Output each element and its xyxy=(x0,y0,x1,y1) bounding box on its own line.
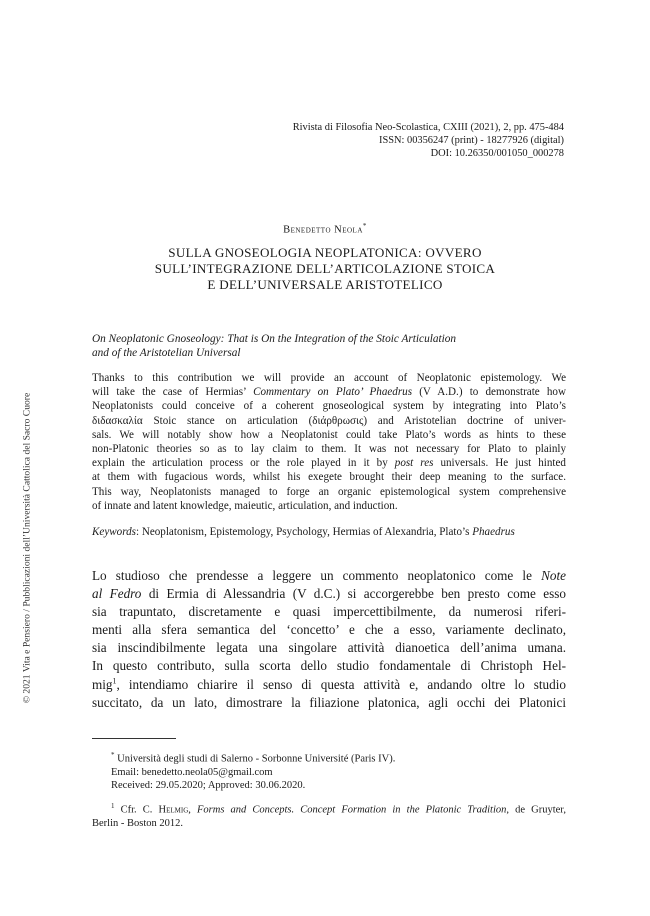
footnote-affiliation xyxy=(92,749,566,766)
abstract-text: (V A.D.) to demonstrate how xyxy=(412,386,566,399)
footnote-marker: 1 xyxy=(111,802,115,811)
author-footnote-marker: * xyxy=(362,222,367,230)
body-line: succitato, da un lato, dimostrare la filiazione platonica, agli occhi dei Platonici xyxy=(92,694,566,710)
keywords xyxy=(92,526,515,538)
footnotes xyxy=(92,749,566,830)
abstract-italic-term: post res xyxy=(394,457,434,470)
body-italic: al Fedro xyxy=(92,586,142,602)
body-line xyxy=(92,676,566,694)
body-line: sia inscindibilmente legata una singolare attività dianoetica dell’anima umana. xyxy=(92,640,566,656)
abstract xyxy=(92,371,566,513)
abstract-line: Neoplatonists could conceive of a coherent gnoseological system by integrating into Plato’s xyxy=(92,400,566,413)
footnote-divider xyxy=(92,738,176,739)
english-title-line: and of the Aristotelian Universal xyxy=(92,347,241,359)
footnote-text: , xyxy=(188,804,198,816)
body-text-span: di Ermia di Alessandria (V d.C.) si accorgerebbe ben presto come esso xyxy=(141,586,566,602)
body-text-span: Lo studioso che prendesse a leggere un commento neoplatonico come le xyxy=(92,568,542,583)
italian-title xyxy=(100,245,550,293)
journal-doi: DOI: 10.26350/001050_000278 xyxy=(430,148,564,160)
body-line: In questo contributo, sulla scorta dello studio fondamentale di Christoph Hel- xyxy=(92,658,566,674)
author-line xyxy=(0,222,650,236)
journal-citation: Rivista di Filosofia Neo-Scolastica, CXIII (2021), 2, pp. 475-484 xyxy=(292,122,564,133)
abstract-line: Thanks to this contribution we will provide an account of Neoplatonic epistemology. We xyxy=(92,372,566,384)
footnote-received: Received: 29.05.2020; Approved: 30.06.2020. xyxy=(111,780,306,792)
italian-title-line: SULL’INTEGRAZIONE DELL’ARTICOLAZIONE STOICA xyxy=(154,261,496,276)
author-name: Benedetto Neola xyxy=(283,224,363,236)
body-text xyxy=(92,567,566,712)
abstract-text: will take the case of Hermias’ xyxy=(92,386,254,399)
body-line: sia trapuntato, discretamente e quasi impercettibilmente, da numerosi riferi- xyxy=(92,604,566,620)
body-italic: Note xyxy=(541,568,566,583)
journal-issn: ISSN: 00356247 (print) - 18277926 (digital) xyxy=(379,135,564,147)
body-line xyxy=(92,585,566,603)
footnote-text: , de Gruyter, xyxy=(506,804,567,816)
abstract-line: sals. We will notably show how a Neoplatonist could take Plato’s words as hints to these xyxy=(92,428,566,441)
cited-title: Forms and Concepts. Concept Formation in the Platonic Tradition xyxy=(197,804,507,816)
english-title xyxy=(92,332,456,360)
body-text-span: , intendiamo chiarire il senso di questa attività e, andando oltre lo studio xyxy=(116,676,566,692)
footnote-text: Cfr. C. xyxy=(114,804,159,816)
italian-title-line: E DELL’UNIVERSALE ARISTOTELICO xyxy=(207,277,443,292)
copyright-text: © 2021 Vita e Pensiero / Pubblicazioni dell’Università Cattolica del Sacro Cuore xyxy=(21,392,33,704)
affiliation-text: Università degli studi di Salerno - Sorbonne Université (Paris IV). xyxy=(114,753,396,765)
abstract-line: This way, Neoplatonists managed to forge an organic epistemological system comprehensive xyxy=(92,485,566,498)
footnote-reference: 1 xyxy=(112,676,117,686)
abstract-line: at them with fugacious words, whilst his exegete brought their deep meaning to the surface. xyxy=(92,471,566,484)
abstract-line: non-Platonic theories so as to lay claim to them. It was not necessary for Plato to plainly xyxy=(92,443,566,456)
abstract-line: of innate and latent knowledge, maieutic, articulation, and induction. xyxy=(92,499,398,512)
keywords-label: Keywords xyxy=(92,526,136,538)
abstract-line: διδασκαλία Stoic stance on articulation (διάρθρωσις) and Aristotelian doctrine of univer- xyxy=(92,414,566,427)
body-text-span: mig xyxy=(92,676,113,692)
body-line xyxy=(92,567,566,585)
english-title-line: On Neoplatonic Gnoseology: That is On the Integration of the Stoic Articulation xyxy=(92,333,457,345)
italian-title-line: SULLA GNOSEOLOGIA NEOPLATONICA: OVVERO xyxy=(168,245,482,260)
body-line: menti alla sfera semantica del ‘concetto’ e che a esso, variamente declinato, xyxy=(92,622,566,638)
journal-info xyxy=(293,121,564,161)
abstract-work-title: Commentary on Plato’ Phaedrus xyxy=(253,386,413,399)
footnote-email: Email: benedetto.neola05@gmail.com xyxy=(111,766,273,778)
footnote-1-continued: Berlin - Boston 2012. xyxy=(92,818,183,830)
footnote-1 xyxy=(92,800,566,817)
abstract-text: explain the articulation process or the role played in it by xyxy=(92,457,395,470)
abstract-line xyxy=(92,456,566,470)
footnote-marker: * xyxy=(111,751,115,759)
keywords-italic: Phaedrus xyxy=(472,526,515,538)
abstract-text: universals. He just hinted xyxy=(433,457,566,470)
cited-author: Helmig xyxy=(158,804,189,816)
keywords-list: : Neoplatonism, Epistemology, Psychology, Hermias of Alexandria, Plato’s xyxy=(135,526,473,538)
abstract-line xyxy=(92,385,566,399)
